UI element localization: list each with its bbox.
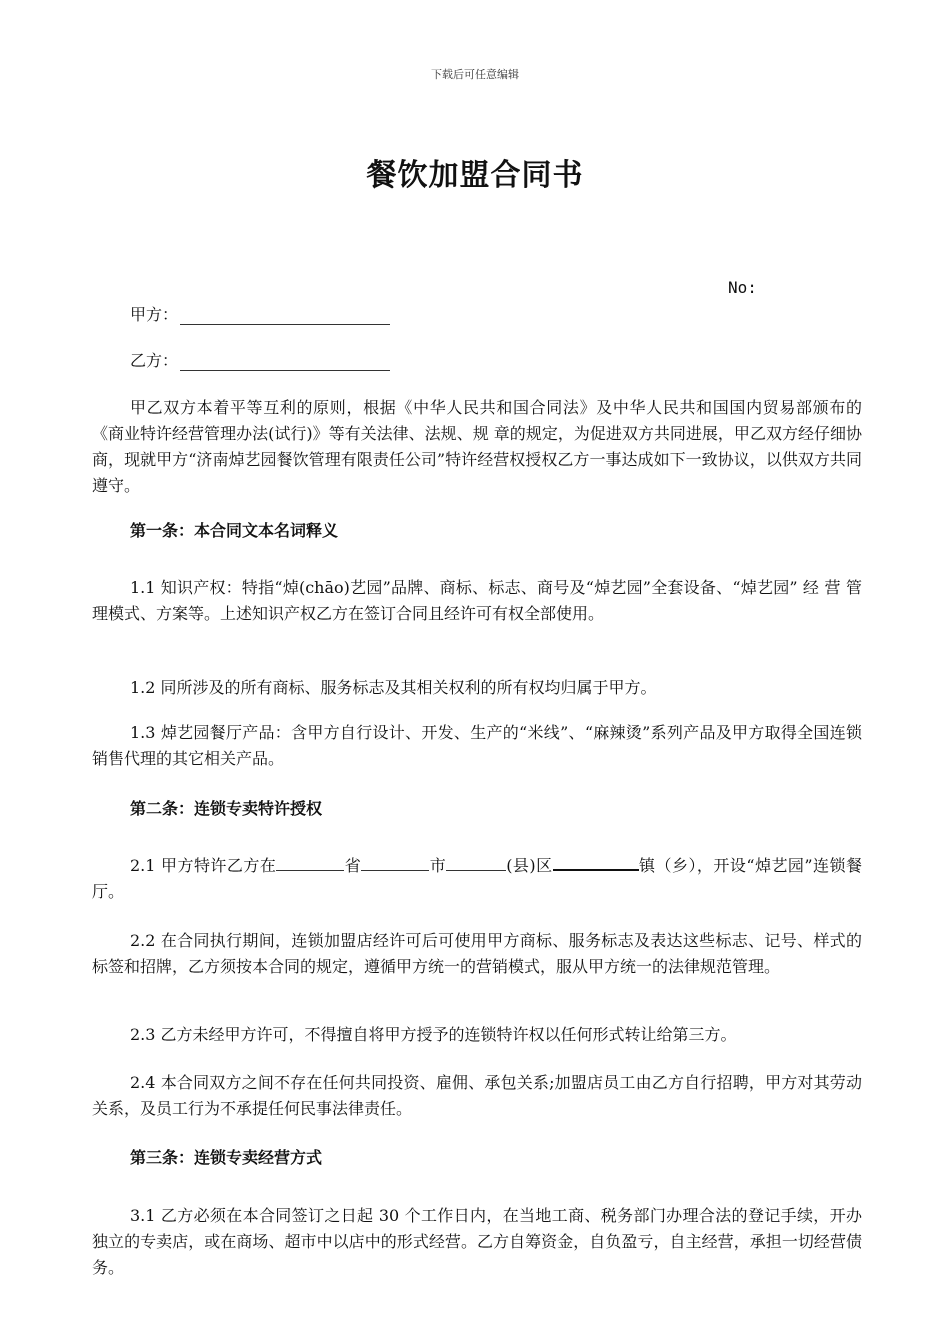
province-blank[interactable] [276, 855, 344, 871]
city-blank[interactable] [361, 855, 429, 871]
party-a-blank[interactable] [180, 308, 390, 325]
town-blank[interactable] [553, 854, 639, 871]
section2-clause-1 [92, 853, 862, 905]
clause-2-1-text-d: (县)区 [506, 856, 553, 875]
preamble-paragraph: 甲乙双方本着平等互利的原则，根据《中华人民共和国合同法》及中华人民共和国国内贸易部颁布的《商业特许经营管理办法(试行)》等有关法律、法规、规 章的规定，为促进双方共同进展，甲乙双方经仔细协商，现就甲方“济南焯艺园餐饮管理有限责任公司”特许经营权授权乙方一事达成如下一致协议，以供双方共同遵守。 [92, 398, 862, 495]
section1-clause-2: 1.2 同所涉及的所有商标、服务标志及其相关权利的所有权均归属于甲方。 [130, 678, 657, 697]
section2-clause-2: 2.2 在合同执行期间，连锁加盟店经许可后可使用甲方商标、服务标志及表达这些标志、记号、样式的标签和招牌，乙方须按本合同的规定，遵循甲方统一的营销模式，服从甲方统一的法律规范管理。 [92, 931, 862, 976]
party-b-line [130, 348, 390, 371]
section2-clause-4: 2.4 本合同双方之间不存在任何共同投资、雇佣、承包关系;加盟店员工由乙方自行招聘，甲方对其劳动关系，及员工行为不承提任何民事法律责任。 [92, 1073, 862, 1118]
section1-heading: 第一条：本合同文本名词释义 [130, 521, 339, 540]
section3-clause-1: 3.1 乙方必须在本合同签订之日起 30 个工作日内，在当地工商、税务部门办理合法的登记手续，开办独立的专卖店，或在商场、超市中以店中的形式经营。乙方自筹资金，自负盈亏，自主经营，承担一切经营债务。 [92, 1206, 862, 1277]
section1-clause-1: 1.1 知识产权：特指“焯(chāo)艺园”品牌、商标、标志、商号及“焯艺园”全套设备、“焯艺园” 经 营 管理模式、方案等。上述知识产权乙方在签订合同且经许可有权全部使用。 [92, 578, 862, 623]
header-note: 下载后可任意编辑 [431, 68, 519, 81]
clause-2-1-text-a: 2.1 甲方特许乙方在 [130, 856, 277, 875]
clause-2-1-text-b: 省 [344, 856, 362, 875]
section3-heading: 第三条：连锁专卖经营方式 [130, 1148, 323, 1167]
document-title: 餐饮加盟合同书 [366, 158, 584, 193]
clause-2-1-text-c: 市 [429, 856, 447, 875]
section2-clause-3: 2.3 乙方未经甲方许可，不得擅自将甲方授予的连锁特许权以任何形式转让给第三方。 [130, 1025, 737, 1044]
county-blank[interactable] [446, 855, 506, 871]
party-a-line [130, 302, 390, 325]
clause-2-1-text-e: 镇（乡），开设“焯艺园”连锁餐厅。 [92, 856, 862, 901]
section1-clause-3: 1.3 焯艺园餐厅产品：含甲方自行设计、开发、生产的“米线”、“麻辣烫”系列产品及甲方取得全国连锁销售代理的其它相关产品。 [92, 723, 862, 768]
party-b-label: 乙方： [130, 351, 179, 370]
party-b-blank[interactable] [180, 354, 390, 371]
section2-heading: 第二条：连锁专卖特许授权 [130, 799, 323, 818]
contract-number-label: No: [728, 278, 757, 297]
party-a-label: 甲方： [130, 305, 179, 324]
